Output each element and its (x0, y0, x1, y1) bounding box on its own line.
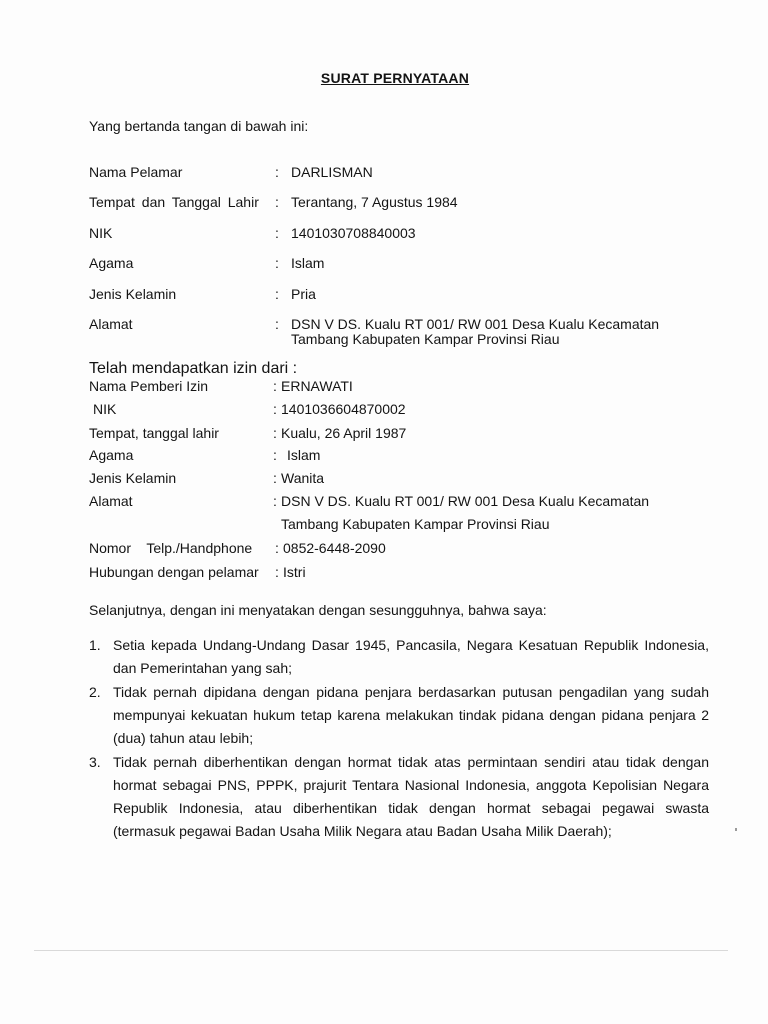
field-label: Hubungan dengan pelamar (89, 564, 259, 580)
field-colon: : (273, 493, 277, 509)
field-label: NIK (89, 225, 113, 241)
field-colon: : (275, 225, 279, 241)
field-colon: : (275, 194, 279, 210)
field-value: Istri (283, 564, 306, 580)
permission-heading: Telah mendapatkan izin dari : (89, 360, 298, 377)
field-value: DSN V DS. Kualu RT 001/ RW 001 Desa Kualu Kecamatan (281, 493, 650, 509)
field-label: Agama (89, 447, 134, 463)
field-value: Wanita (281, 470, 325, 486)
list-text: Tidak pernah dipidana dengan pidana penjara berdasarkan putusan pengadilan yang sudah mempunyai kekuatan hukum tetap karena melakukan tindak pidana dengan pidana penjara 2 (dua) tahun atau lebih; (113, 684, 709, 746)
field-value: DARLISMAN (291, 164, 373, 180)
field-label: Alamat (89, 316, 133, 332)
field-value: DSN V DS. Kualu RT 001/ RW 001 Desa Kualu Kecamatan (291, 316, 660, 332)
field-value: ERNAWATI (281, 378, 353, 394)
field-value: Kualu, 26 April 1987 (281, 425, 407, 441)
statement-list (89, 634, 709, 844)
field-colon: : (275, 286, 279, 302)
field-label: Nama Pelamar (89, 164, 183, 180)
field-value: Terantang, 7 Agustus 1984 (291, 194, 458, 210)
list-number: 3. (89, 754, 101, 770)
field-colon: : (275, 564, 279, 580)
field-colon: : (273, 425, 277, 441)
field-value: Islam (287, 447, 321, 463)
field-value: Pria (291, 286, 316, 302)
field-value: 0852-6448-2090 (283, 540, 386, 556)
list-item (89, 634, 709, 680)
field-colon: : (275, 540, 279, 556)
field-label: Alamat (89, 493, 133, 509)
field-label: Jenis Kelamin (89, 470, 177, 486)
field-value-line2: Tambang Kabupaten Kampar Provinsi Riau (291, 331, 560, 347)
field-label: Tempat dan Tanggal Lahir (89, 194, 259, 210)
field-colon: : (273, 401, 277, 417)
list-number: 1. (89, 637, 101, 653)
page-fold-line (34, 950, 728, 951)
field-value: 1401036604870002 (281, 401, 406, 417)
field-label: Agama (89, 255, 134, 271)
list-item (89, 681, 709, 750)
field-value: 1401030708840003 (291, 225, 416, 241)
intro-text: Yang bertanda tangan di bawah ini: (89, 118, 309, 134)
field-colon: : (273, 447, 277, 463)
field-label: NIK (93, 401, 117, 417)
field-colon: : (275, 255, 279, 271)
list-text: Setia kepada Undang-Undang Dasar 1945, Pancasila, Negara Kesatuan Republik Indonesia, dan Pemerintahan yang sah; (113, 637, 709, 676)
field-colon: : (273, 378, 277, 394)
field-colon: : (275, 316, 279, 332)
field-label: Nomor Telp./Handphone (89, 540, 253, 556)
field-label: Tempat, tanggal lahir (89, 425, 219, 441)
field-label: Jenis Kelamin (89, 286, 177, 302)
field-label: Nama Pemberi Izin (89, 378, 209, 394)
list-number: 2. (89, 684, 101, 700)
field-colon: : (273, 470, 277, 486)
scan-speck (735, 828, 737, 831)
document-title: SURAT PERNYATAAN (320, 70, 470, 86)
statement-intro: Selanjutnya, dengan ini menyatakan dengan sesungguhnya, bahwa saya: (89, 602, 547, 618)
field-colon: : (275, 164, 279, 180)
list-item (89, 751, 709, 843)
field-value-line2: Tambang Kabupaten Kampar Provinsi Riau (281, 516, 550, 532)
field-value: Islam (291, 255, 325, 271)
list-text: Tidak pernah diberhentikan dengan hormat tidak atas permintaan sendiri atau tidak dengan hormat sebagai PNS, PPPK, prajurit Tentara Nasional Indonesia, anggota Kepolisian Negara Republik Indonesia, atau diberhentikan tidak dengan hormat sebagai pegawai swasta (termasuk pegawai Badan Usaha Milik Negara atau Badan Usaha Milik Daerah); (113, 754, 709, 839)
